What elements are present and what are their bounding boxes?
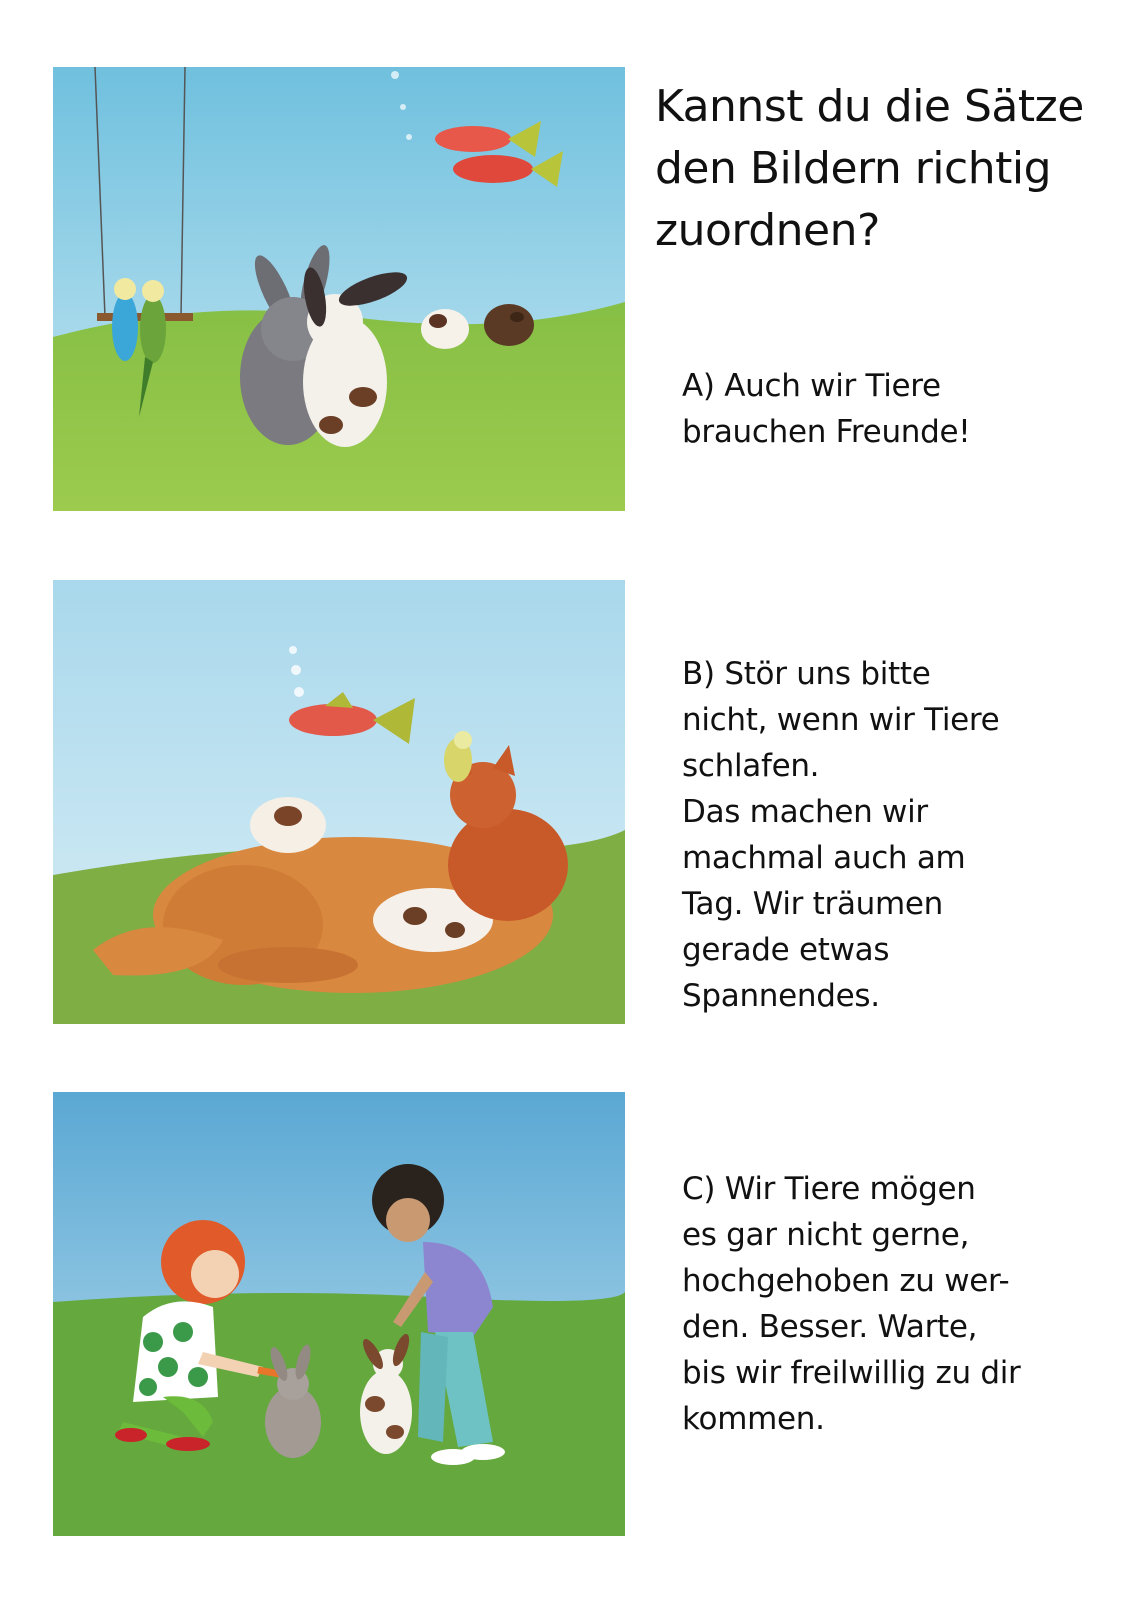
caption-line: C) Wir Tiere mögen — [682, 1171, 976, 1207]
caption-b — [682, 651, 1112, 1019]
caption-line: den. Besser. Warte, — [682, 1309, 978, 1345]
caption-line: schlafen. — [682, 748, 820, 784]
caption-line: A) Auch wir Tiere — [682, 368, 941, 404]
children-feeding-rabbits-illustration — [53, 1092, 625, 1536]
caption-a — [682, 363, 1112, 455]
caption-line: Spannendes. — [682, 978, 880, 1014]
sleeping-animals-illustration — [53, 580, 625, 1024]
illustration-sleeping — [53, 580, 625, 1024]
friends-animals-illustration — [53, 67, 625, 511]
illustration-children — [53, 1092, 625, 1536]
title-line: zuordnen? — [655, 205, 880, 256]
caption-line: kommen. — [682, 1401, 825, 1437]
caption-line: brauchen Freunde! — [682, 414, 971, 450]
title-line: Kannst du die Sätze — [655, 81, 1084, 132]
caption-c — [682, 1166, 1112, 1442]
caption-line: machmal auch am — [682, 840, 966, 876]
caption-line: nicht, wenn wir Tiere — [682, 702, 1000, 738]
caption-line: es gar nicht gerne, — [682, 1217, 970, 1253]
page-title — [655, 76, 1115, 262]
caption-line: Das machen wir — [682, 794, 928, 830]
title-line: den Bildern richtig — [655, 143, 1051, 194]
caption-line: B) Stör uns bitte — [682, 656, 931, 692]
caption-line: gerade etwas — [682, 932, 890, 968]
caption-line: Tag. Wir träumen — [682, 886, 944, 922]
caption-line: hochgehoben zu wer- — [682, 1263, 1010, 1299]
caption-line: bis wir freilwillig zu dir — [682, 1355, 1021, 1391]
illustration-friends — [53, 67, 625, 511]
